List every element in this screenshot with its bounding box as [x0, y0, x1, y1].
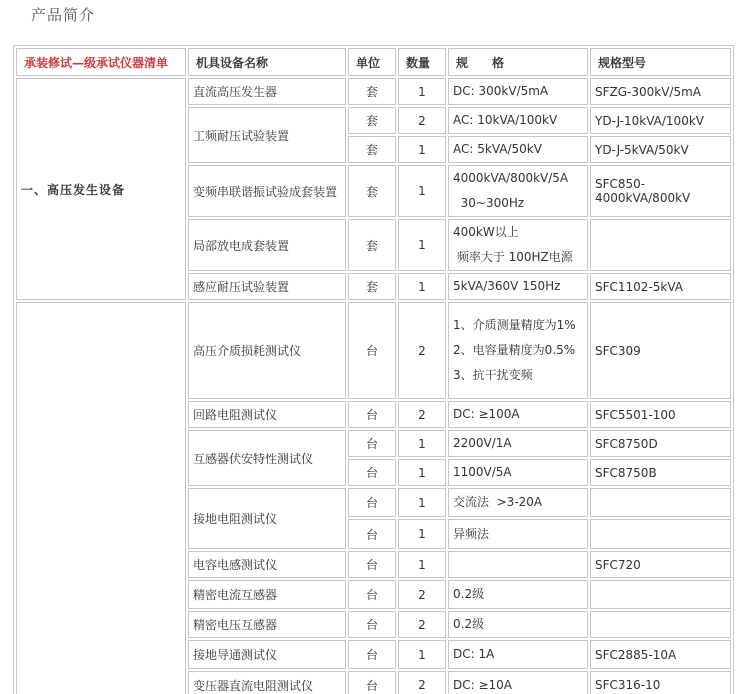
qty-cell: 1 [398, 430, 446, 457]
spec-line: 400kW以上 [453, 225, 519, 239]
model-cell: SFC5501-100 [590, 401, 731, 428]
equipment-table-body [16, 78, 731, 694]
header-model: 规格型号 [590, 48, 731, 76]
unit-cell: 套 [348, 136, 396, 163]
model-cell [590, 580, 731, 609]
model-cell: SFC316-10 [590, 671, 731, 694]
model-cell: SFC2885-10A [590, 640, 731, 669]
spec-cell [448, 273, 588, 300]
qty-cell: 2 [398, 580, 446, 609]
table-row [16, 302, 731, 399]
spec-line: 交流法 >3-20A [453, 495, 543, 509]
equipment-name-cell: 回路电阻测试仪 [188, 401, 346, 428]
spec-cell [448, 401, 588, 428]
spec-cell [448, 459, 588, 486]
spec-cell [448, 611, 588, 638]
model-cell [590, 519, 731, 549]
model-cell: YD-J-5kVA/50kV [590, 136, 731, 163]
equipment-name-cell: 互感器伏安特性测试仪 [188, 430, 346, 486]
equipment-name-cell: 精密电流互感器 [188, 580, 346, 609]
qty-cell: 1 [398, 551, 446, 578]
header-spec: 规 格 [448, 48, 588, 76]
unit-cell: 台 [348, 401, 396, 428]
unit-cell: 台 [348, 640, 396, 669]
spec-cell [448, 640, 588, 669]
unit-cell: 套 [348, 273, 396, 300]
spec-cell [448, 219, 588, 271]
spec-line: 2、电容量精度为0.5% [453, 343, 576, 357]
header-name: 机具设备名称 [188, 48, 346, 76]
unit-cell: 台 [348, 671, 396, 694]
spec-cell [448, 488, 588, 517]
spec-line: 频率大于 100HZ电源 [453, 250, 573, 264]
table-row [16, 78, 731, 105]
model-cell: SFC309 [590, 302, 731, 399]
qty-cell: 1 [398, 78, 446, 105]
header-qty: 数量 [398, 48, 446, 76]
model-cell [590, 219, 731, 271]
qty-cell: 2 [398, 107, 446, 134]
spec-cell [448, 78, 588, 105]
unit-cell: 台 [348, 302, 396, 399]
unit-cell: 台 [348, 580, 396, 609]
model-cell: SFC8750D [590, 430, 731, 457]
unit-cell: 台 [348, 611, 396, 638]
equipment-name-cell: 直流高压发生器 [188, 78, 346, 105]
equipment-name-cell: 电容电感测试仪 [188, 551, 346, 578]
spec-line: DC: 1A [453, 647, 495, 661]
unit-cell: 台 [348, 459, 396, 486]
spec-line: 4000kVA/800kV/5A [453, 171, 569, 185]
header-group: 承装修试—级承试仪器清单 [16, 48, 186, 76]
group-cell [16, 302, 186, 694]
spec-line: DC: 300kV/5mA [453, 84, 549, 98]
unit-cell: 台 [348, 488, 396, 517]
qty-cell: 1 [398, 519, 446, 549]
equipment-name-cell: 接地导通测试仪 [188, 640, 346, 669]
page-title: 产品简介 [31, 6, 96, 24]
equipment-name-cell: 工频耐压试验装置 [188, 107, 346, 163]
model-cell: SFC8750B [590, 459, 731, 486]
equipment-name-cell: 感应耐压试验装置 [188, 273, 346, 300]
unit-cell: 台 [348, 519, 396, 549]
qty-cell: 1 [398, 488, 446, 517]
qty-cell: 2 [398, 671, 446, 694]
model-cell [590, 611, 731, 638]
equipment-name-cell: 接地电阻测试仪 [188, 488, 346, 549]
spec-line: 1、介质测量精度为1% [453, 318, 576, 332]
equipment-name-cell: 变压器直流电阻测试仪 [188, 671, 346, 694]
unit-cell: 套 [348, 107, 396, 134]
spec-line: DC: ≥100A [453, 407, 520, 421]
spec-cell [448, 430, 588, 457]
equipment-name-cell: 高压介质损耗测试仪 [188, 302, 346, 399]
model-cell: SFZG-300kV/5mA [590, 78, 731, 105]
qty-cell: 1 [398, 640, 446, 669]
spec-line: 异频法 [453, 526, 490, 541]
model-cell [590, 488, 731, 517]
unit-cell: 套 [348, 78, 396, 105]
qty-cell: 2 [398, 302, 446, 399]
qty-cell: 1 [398, 219, 446, 271]
model-cell: SFC720 [590, 551, 731, 578]
model-cell: SFC1102-5kVA [590, 273, 731, 300]
qty-cell: 1 [398, 165, 446, 217]
spec-line: 30~300Hz [453, 196, 525, 210]
spec-cell [448, 107, 588, 134]
spec-line: 3、抗干扰变频 [453, 368, 533, 382]
spec-cell [448, 136, 588, 163]
qty-cell: 1 [398, 459, 446, 486]
unit-cell: 台 [348, 430, 396, 457]
spec-line: 1100V/5A [453, 465, 512, 479]
equipment-table [13, 45, 734, 694]
model-cell: YD-J-10kVA/100kV [590, 107, 731, 134]
qty-cell: 1 [398, 136, 446, 163]
header-row [16, 48, 731, 76]
header-unit: 单位 [348, 48, 396, 76]
spec-line: AC: 10kVA/100kV [453, 113, 558, 127]
spec-line: 0.2级 [453, 617, 485, 631]
spec-line: DC: ≥10A [453, 677, 513, 692]
spec-cell [448, 165, 588, 217]
qty-cell: 1 [398, 273, 446, 300]
spec-line: 2200V/1A [453, 436, 512, 450]
spec-cell [448, 671, 588, 694]
qty-cell: 2 [398, 401, 446, 428]
spec-cell [448, 551, 588, 578]
unit-cell: 套 [348, 219, 396, 271]
spec-cell [448, 302, 588, 399]
spec-line: 5kVA/360V 150Hz [453, 279, 561, 293]
model-cell: SFC850-4000kVA/800kV [590, 165, 731, 217]
equipment-name-cell: 精密电压互感器 [188, 611, 346, 638]
group-cell: 一、高压发生设备 [16, 78, 186, 300]
unit-cell: 套 [348, 165, 396, 217]
equipment-name-cell: 局部放电成套装置 [188, 219, 346, 271]
unit-cell: 台 [348, 551, 396, 578]
qty-cell: 2 [398, 611, 446, 638]
spec-line: AC: 5kVA/50kV [453, 142, 542, 156]
spec-cell [448, 580, 588, 609]
spec-cell [448, 519, 588, 549]
spec-line: 0.2级 [453, 587, 485, 601]
equipment-name-cell: 变频串联谐振试验成套装置 [188, 165, 346, 217]
